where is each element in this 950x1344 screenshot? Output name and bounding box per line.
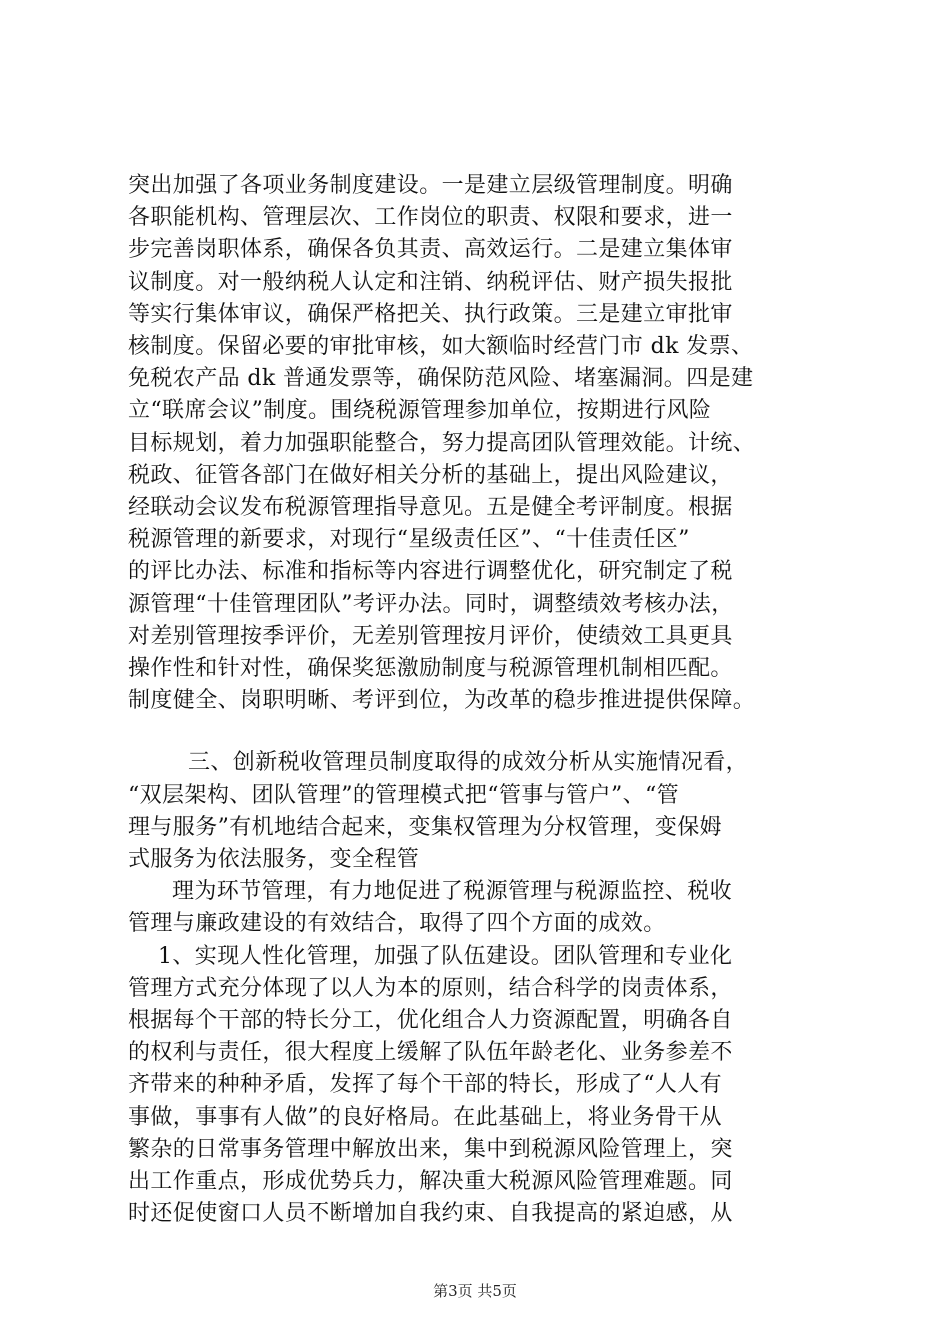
text-line: 根据每个干部的特长分工，优化组合人力资源配置，明确各自: [128, 1008, 733, 1034]
text-line: 管理方式充分体现了以人为本的原则，结合科学的岗责体系，: [128, 975, 733, 1001]
text-line: 目标规划，着力加强职能整合，努力提高团队管理效能。计统、: [128, 430, 756, 456]
text-line: 的评比办法、标准和指标等内容进行调整优化，研究制定了税: [128, 559, 733, 585]
text-line: 经联动会议发布税源管理指导意见。五是健全考评制度。根据: [128, 495, 733, 521]
text-line: 议制度。对一般纳税人认定和注销、纳税评估、财产损失报批: [128, 269, 733, 295]
text-line: 源管理“十佳管理团队”考评办法。同时，调整绩效考核办法，: [128, 591, 734, 617]
text-line: 的权利与责任，很大程度上缓解了队伍年龄老化、业务参差不: [128, 1040, 733, 1066]
text-line: 税源管理的新要求，对现行“星级责任区”、“十佳责任区”: [128, 527, 690, 553]
text-line: 理与服务”有机地结合起来，变集权管理为分权管理，变保姆: [128, 814, 723, 840]
text-line: 管理与廉政建设的有效结合，取得了四个方面的成效。: [128, 911, 666, 937]
text-line: 制度健全、岗职明晰、考评到位，为改革的稳步推进提供保障。: [128, 688, 756, 714]
text-line: 理为环节管理，有力地促进了税源管理与税源监控、税收: [172, 879, 733, 905]
text-line: 突出加强了各项业务制度建设。一是建立层级管理制度。明确: [128, 173, 733, 198]
text-line: 税政、征管各部门在做好相关分析的基础上，提出风险建议，: [128, 462, 733, 488]
text-line: 事做，事事有人做”的良好格局。在此基础上，将业务骨干从: [128, 1104, 723, 1130]
paragraph-1: [128, 170, 828, 717]
paragraph-3: [128, 876, 828, 940]
text-line: 免税农产品 dk 普通发票等，确保防范风险、堵塞漏洞。四是建: [128, 366, 754, 392]
text-line: 齐带来的种种矛盾，发挥了每个干部的特长，形成了“人人有: [128, 1072, 723, 1098]
text-line: 操作性和针对性，确保奖惩激励制度与税源管理机制相匹配。: [128, 656, 733, 682]
text-line: 式服务为依法服务，变全程管: [128, 847, 420, 873]
paragraph-4: [128, 941, 828, 1231]
page-number: 第3页 共5页: [433, 1282, 517, 1300]
text-line: 立“联席会议”制度。围绕税源管理参加单位，按期进行风险: [128, 398, 712, 424]
text-line: 对差别管理按季评价，无差别管理按月评价，使绩效工具更具: [128, 623, 733, 649]
paragraph-gap: [128, 717, 828, 747]
text-line: 1、实现人性化管理，加强了队伍建设。团队管理和专业化: [158, 943, 733, 969]
text-line: 三、创新税收管理员制度取得的成效分析从实施情况看，: [188, 750, 749, 776]
text-line: 等实行集体审议，确保严格把关、执行政策。三是建立审批审: [128, 301, 733, 327]
page-footer: [0, 1280, 950, 1301]
text-line: “双层架构、团队管理”的管理模式把“管事与管户”、“管: [128, 782, 680, 808]
document-body: [128, 170, 828, 1231]
paragraph-2: [128, 747, 828, 876]
text-line: 时还促使窗口人员不断增加自我约束、自我提高的紧迫感，从: [128, 1201, 733, 1227]
text-line: 各职能机构、管理层次、工作岗位的职责、权限和要求，进一: [128, 205, 733, 231]
text-line: 繁杂的日常事务管理中解放出来，集中到税源风险管理上，突: [128, 1136, 733, 1162]
text-line: 出工作重点，形成优势兵力，解决重大税源风险管理难题。同: [128, 1169, 733, 1195]
text-line: 核制度。保留必要的审批审核，如大额临时经营门市 dk 发票、: [128, 334, 754, 360]
text-line: 步完善岗职体系，确保各负其责、高效运行。二是建立集体审: [128, 237, 733, 263]
